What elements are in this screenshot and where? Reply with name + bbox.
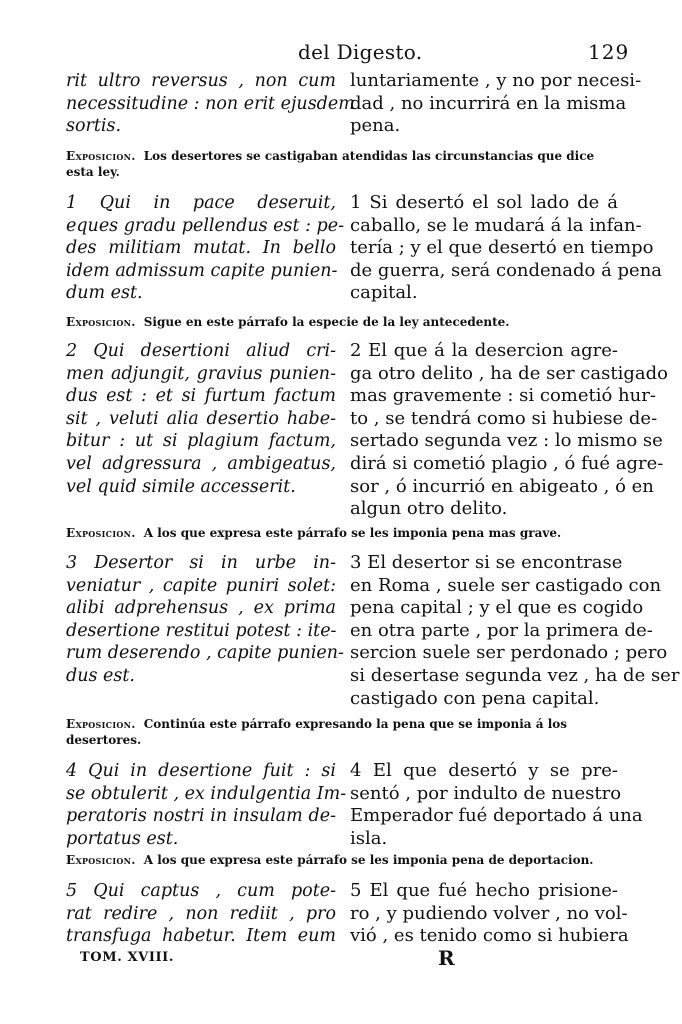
exposicion-label: Exposicion. [66,315,136,329]
latin-line: men adjungit, gravius punien- [66,363,336,384]
spanish-line: to , se tendrá como si hubiese de- [350,407,658,429]
latin-line: veniatur , capite puniri solet: [66,575,336,596]
spanish-text-block-1 [350,192,663,305]
latin-line: vel quid simile accesserit. [66,476,296,497]
latin-line: 2 Qui desertioni aliud cri- [66,341,336,361]
page-footer [0,946,682,980]
latin-line: bitur : ut si plagium factum, [66,431,336,452]
spanish-line: caballo, se le mudará á la infan- [350,214,642,236]
page-header [0,40,682,70]
latin-line: eques gradu pellendus est : pe- [66,215,345,236]
latin-line: sit , veluti alia desertio habe- [66,408,336,429]
latin-text-block-1 [66,192,345,305]
latin-line: transfuga habetur. Item eum [66,926,336,947]
exposicion-label: Exposicion. [66,853,136,867]
latin-line: alibi adprehensus , ex prima [66,598,336,619]
spanish-line: sercion suele ser perdonado ; pero [350,642,668,664]
exposicion-note-3 [66,716,618,748]
latin-line: dum est. [66,283,143,304]
latin-line: 4 Qui in desertione fuit : si [66,761,336,781]
spanish-text-block-0 [350,70,642,138]
exposicion-text: A los que expresa este párrafo se les imponia pena de deportacion. [143,853,594,867]
spanish-line: algun otro delito. [350,498,508,520]
latin-line: rit ultro reversus , non cum [66,71,336,91]
latin-line: dus est : et si furtum factum [66,386,336,407]
exposicion-label: Exposicion. [66,717,136,731]
spanish-text-block-2 [350,340,668,521]
spanish-text-block-3 [350,552,680,710]
exposicion-note-4 [66,852,618,868]
spanish-line: sentó , por indulto de nuestro [350,782,622,804]
spanish-line: capital. [350,282,418,304]
latin-line: se obtulerit , ex indulgentia Im- [66,783,347,804]
exposicion-text: Continúa este párrafo expresando la pena que se imponia á los desertores. [66,717,568,747]
exposicion-note-0 [66,148,618,180]
spanish-line: sor , ó incurrió en abigeato , ó en [350,475,654,497]
exposicion-label: Exposicion. [66,526,136,540]
latin-text-block-4 [66,760,347,850]
latin-line: necessitudine : non erit ejusdem [66,93,355,114]
spanish-line: en Roma , suele ser castigado con [350,574,662,596]
latin-line: idem admissum capite punien- [66,260,338,281]
latin-line: sortis. [66,116,122,137]
latin-text-block-3 [66,552,344,688]
latin-line: desertione restitui potest : ite- [66,620,337,641]
spanish-text-block-5 [350,880,629,948]
spanish-line: dad , no incurrirá en la misma [350,92,627,114]
spanish-line: ga otro delito , ha de ser castigado [350,362,668,384]
spanish-line: dirá si cometió plagio , ó fué agre- [350,452,664,474]
exposicion-note-1 [66,314,618,330]
spanish-line: ro , y pudiendo volver , no vol- [350,902,628,924]
latin-line: vel adgressura , ambigeatus, [66,453,336,474]
latin-line: dus est. [66,665,135,686]
spanish-line: vió , es tenido como si hubiera [350,925,629,947]
exposicion-text: Los desertores se castigaban atendidas las circunstancias que dice esta ley. [66,149,595,179]
latin-text-block-5 [66,880,336,948]
spanish-line: 2 El que á la desercion agre- [350,340,618,361]
spanish-line: en otra parte , por la primera de- [350,619,653,641]
exposicion-text: A los que expresa este párrafo se les imponia pena mas grave. [143,526,562,540]
latin-line: 5 Qui captus , cum pote- [66,881,336,901]
spanish-line: de guerra, será condenado á pena [350,259,663,281]
spanish-line: Emperador fué deportado á una [350,805,643,827]
spanish-line: pena. [350,115,401,137]
spanish-line: pena capital ; y el que es cogido [350,597,644,619]
latin-line: 1 Qui in pace deseruit, [66,193,336,213]
spanish-line: 1 Si desertó el sol lado de á [350,192,618,213]
latin-line: portatus est. [66,828,179,849]
latin-text-block-2 [66,340,336,498]
volume-label: TOM. XVIII. [80,950,174,965]
spanish-text-block-4 [350,760,643,850]
spanish-line: 3 El desertor si se encontrase [350,552,623,573]
latin-line: peratoris nostri in insulam de- [66,806,336,827]
spanish-line: si desertase segunda vez , ha de ser [350,664,680,686]
running-title: del Digesto. [298,40,423,64]
latin-line: rat redire , non rediit , pro [66,903,336,924]
spanish-line: 4 El que desertó y se pre- [350,760,618,781]
latin-text-block-0 [66,70,355,138]
spanish-line: castigado con pena capital. [350,687,600,709]
spanish-line: 5 El que fué hecho prisione- [350,880,618,901]
spanish-line: isla. [350,827,388,849]
latin-line: 3 Desertor si in urbe in- [66,553,336,573]
page-number: 129 [588,40,630,64]
exposicion-text: Sigue en este párrafo la especie de la ley antecedente. [143,315,510,329]
spanish-line: tería ; y el que desertó en tiempo [350,237,654,259]
exposicion-label: Exposicion. [66,149,136,163]
spanish-line: luntariamente , y no por necesi- [350,70,642,91]
spanish-line: mas gravemente : si cometió hur- [350,385,656,407]
latin-line: des militiam mutat. In bello [66,238,336,259]
spanish-line: sertado segunda vez : lo mismo se [350,430,663,452]
exposicion-note-2 [66,525,618,541]
signature-mark: R [438,946,455,970]
latin-line: rum deserendo , capite punien- [66,643,344,664]
